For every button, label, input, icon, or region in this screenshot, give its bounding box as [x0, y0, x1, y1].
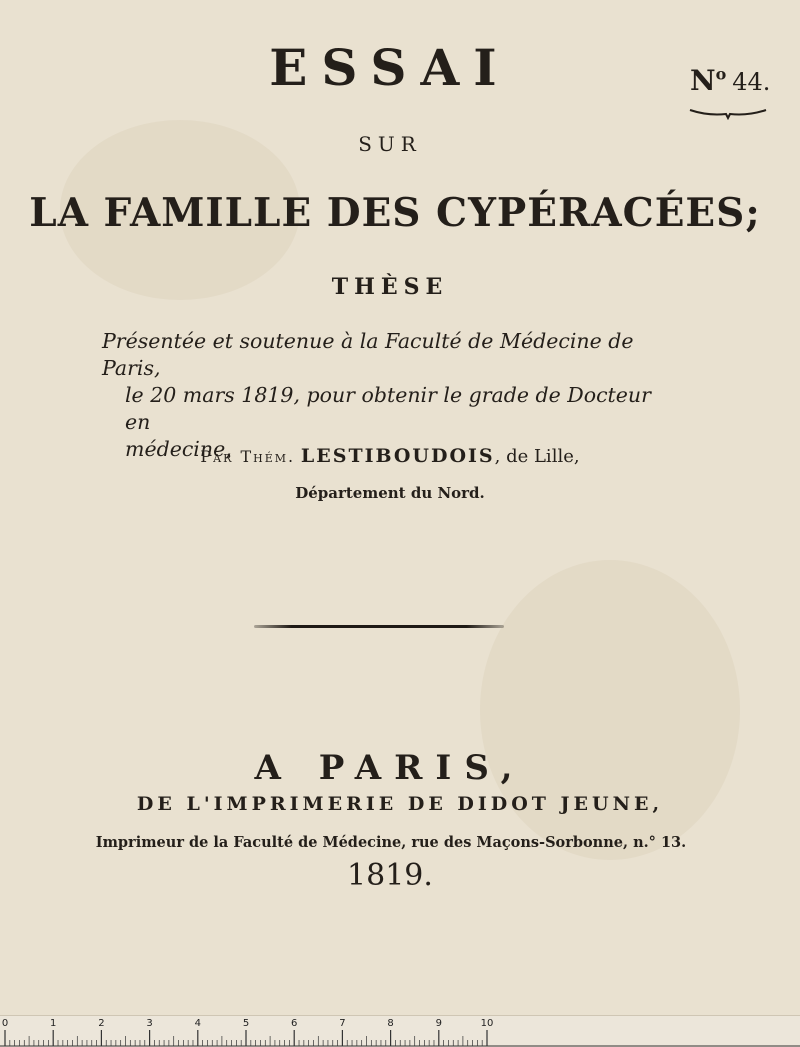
ruler-tick-label: 5 — [242, 1018, 250, 1029]
presentation-line1: Présentée et soutenue à la Faculté de Médecine de Paris, — [102, 329, 634, 380]
these-heading: THÈSE — [331, 274, 449, 300]
ruler-tick-label: 9 — [435, 1018, 442, 1029]
ornamental-rule — [254, 625, 504, 628]
printer-detail-line: Imprimeur de la Faculté de Médecine, rue des Maçons-Sorbonne, n.° 13. — [95, 834, 687, 851]
presentation-text — [102, 328, 682, 463]
title-essai: ESSAI — [269, 38, 511, 97]
ruler-tick-label: 4 — [194, 1018, 201, 1029]
department-line: Département du Nord. — [295, 484, 485, 502]
number-sup: o — [715, 64, 727, 84]
scale-ruler — [0, 1015, 800, 1047]
ruler-tick-label: 6 — [291, 1018, 298, 1029]
ruler-tick-label: 2 — [98, 1018, 105, 1029]
number-value: 44. — [732, 68, 771, 96]
ruler-tick-label: 3 — [146, 1018, 153, 1029]
author-line — [0, 445, 800, 467]
printer-line: DE L'IMPRIMERIE DE DIDOT JEUNE, — [136, 793, 664, 815]
number-prefix: N — [690, 64, 716, 97]
author-name: LESTIBOUDOIS — [300, 445, 495, 467]
document-number — [690, 64, 770, 97]
ruler-tick-label: 7 — [339, 1018, 346, 1029]
presentation-line3: médecine, — [125, 437, 232, 461]
sur-heading: SUR — [358, 132, 422, 156]
ruler-tick-label: 1 — [50, 1018, 57, 1029]
author-suffix: , de Lille, — [494, 446, 580, 467]
paper-stain — [480, 560, 740, 860]
city-line: A PARIS, — [254, 748, 526, 788]
ruler-tick-label: 8 — [387, 1018, 394, 1029]
ruler-tick-label: 0 — [1, 1018, 9, 1029]
ruler-ticks — [0, 1016, 800, 1047]
author-prefix: Par Thém. — [200, 447, 296, 466]
ruler-tick-label: 10 — [480, 1018, 494, 1029]
brace-underline — [688, 106, 768, 120]
presentation-line2: le 20 mars 1819, pour obtenir le grade de Docteur en — [125, 383, 651, 434]
year-line: 1819. — [347, 858, 433, 893]
subject-heading: LA FAMILLE DES CYPÉRACÉES; — [29, 190, 761, 236]
